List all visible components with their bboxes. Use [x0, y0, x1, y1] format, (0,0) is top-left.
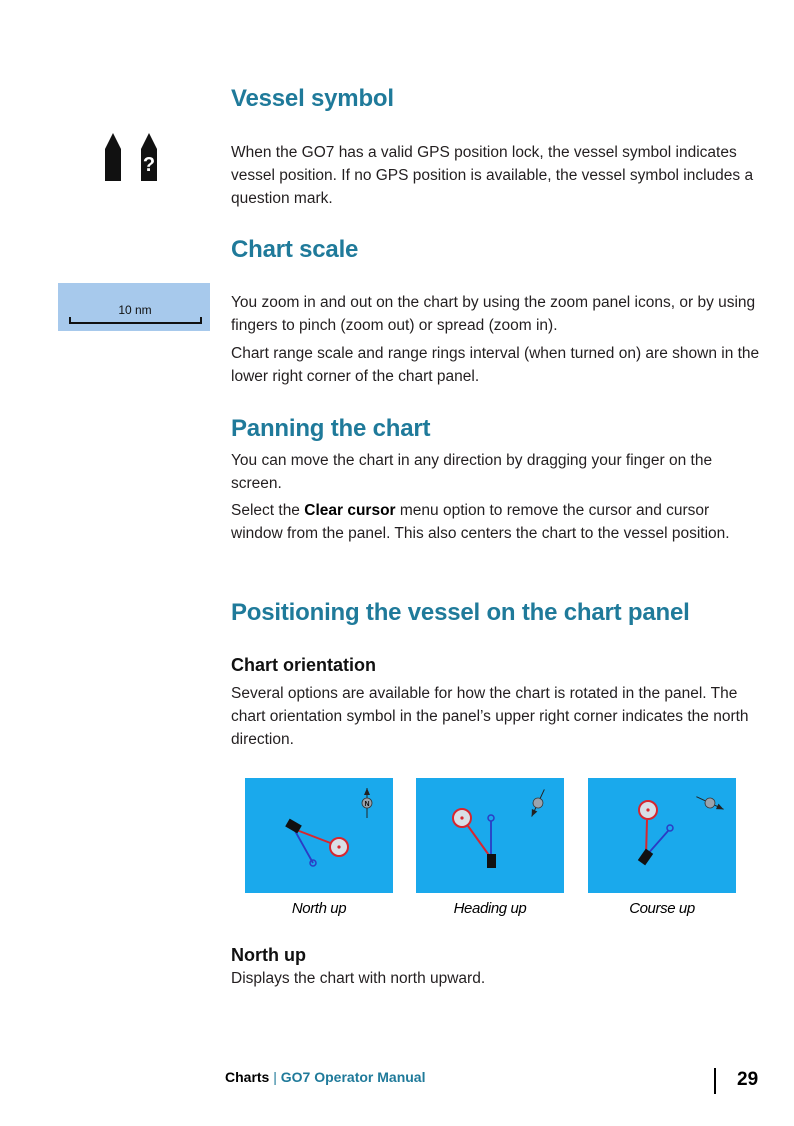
- heading-up-diagram: [416, 778, 564, 893]
- page-footer: [225, 1069, 425, 1085]
- heading-vessel-symbol: Vessel symbol: [231, 85, 394, 112]
- chart-scale-para-2: Chart range scale and range rings interval (when turned on) are shown in the lower right corner of the chart panel.: [231, 345, 760, 385]
- caption-heading-up: Heading up: [453, 900, 527, 917]
- vessel-no-gps-icon: [141, 133, 157, 181]
- scale-bar-label: 10 nm: [118, 303, 152, 317]
- boat-icon: [487, 854, 496, 868]
- scale-bar-illustration: [58, 283, 210, 331]
- heading-chart-scale: Chart scale: [231, 236, 359, 263]
- heading-chart-orientation: Chart orientation: [231, 655, 377, 675]
- chart-scale-para-1: You zoom in and out on the chart by using the zoom panel icons, or by using fingers to pinch (zoom out) or spread (zoom in).: [231, 294, 756, 334]
- vessel-symbol-icons: [100, 132, 168, 184]
- question-mark-glyph: ?: [142, 154, 156, 176]
- heading-panning-the-chart: Panning the chart: [231, 415, 431, 442]
- heading-positioning-vessel: Positioning the vessel on the chart panel: [231, 599, 690, 626]
- vessel-icon: [105, 133, 121, 181]
- footer-separator: |: [273, 1069, 277, 1085]
- vessel-symbol-description: When the GO7 has a valid GPS position lock, the vessel symbol indicates vessel position. If no GPS position is available, the vessel symbol includes a question mark.: [231, 144, 754, 207]
- north-up-diagram: [245, 778, 393, 893]
- panning-para-1: You can move the chart in any direction by dragging your finger on the screen.: [231, 452, 713, 492]
- caption-north-up: North up: [291, 900, 347, 917]
- north-up-para: Displays the chart with north upward.: [231, 970, 486, 987]
- heading-north-up: North up: [231, 945, 306, 965]
- page-number: 29: [737, 1069, 759, 1090]
- caption-course-up: Course up: [629, 900, 695, 917]
- course-up-diagram: [588, 778, 736, 893]
- footer-manual-title: GO7 Operator Manual: [280, 1069, 426, 1085]
- svg-text:N: N: [364, 801, 370, 808]
- chart-orientation-para: Several options are available for how the chart is rotated in the panel. The chart orientation symbol in the panel’s upper right corner indicates the north direction.: [231, 685, 749, 748]
- clear-cursor-term: Clear cursor: [304, 502, 396, 519]
- page-number-divider: [714, 1068, 716, 1094]
- footer-section: Charts: [225, 1069, 270, 1085]
- panning-para-2: Select the Clear cursor menu option to remove the cursor and cursor window from the panel. This also centers the chart to the vessel position.: [231, 502, 730, 542]
